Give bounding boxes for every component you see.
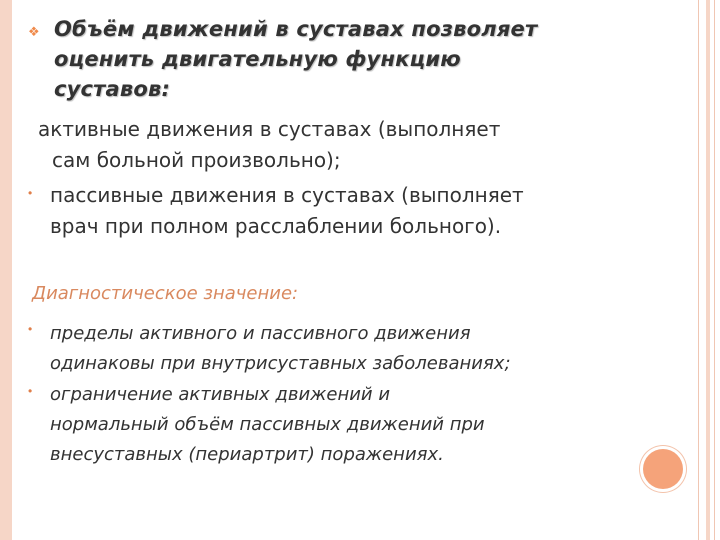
item3-line-1: пределы активного и пассивного движения — [50, 323, 471, 344]
right-decorative-lines — [692, 0, 720, 540]
heading-line-2: оценить двигательную функцию — [54, 47, 461, 71]
left-decorative-border — [0, 0, 12, 540]
bullet-icon: • — [28, 186, 33, 200]
item4-line-2: нормальный объём пассивных движений при — [50, 414, 485, 435]
list-item-active-movements — [38, 114, 638, 176]
item1-line-2: сам больной произвольно); — [52, 148, 341, 172]
list-item-limited-active — [50, 380, 650, 470]
item2-line-1: пассивные движения в суставах (выполняет — [50, 183, 524, 207]
item4-line-1: ограничение активных движений и — [50, 384, 391, 405]
heading-line-3: суставов: — [54, 77, 171, 101]
arrow-bullet-icon: ❖ — [28, 24, 40, 39]
heading-line-1: Объём движений в суставах позволяет — [54, 17, 538, 41]
item3-line-2: одинаковы при внутрисуставных заболеваниях; — [50, 353, 511, 374]
bullet-icon: • — [28, 322, 33, 336]
bullet-icon: • — [28, 384, 33, 398]
item4-line-3: внесуставных (периартрит) поражениях. — [50, 444, 444, 465]
right-line-3 — [714, 0, 715, 540]
item2-line-2: врач при полном расслаблении больного). — [50, 214, 502, 238]
right-line-1 — [698, 0, 699, 540]
slide-heading — [54, 14, 614, 104]
list-item-limits-equal — [50, 319, 650, 379]
item1-line-1: активные движения в суставах (выполняет — [38, 117, 501, 141]
right-line-2 — [706, 0, 710, 540]
list-item-passive-movements — [50, 180, 650, 242]
diagnostic-heading: Диагностическое значение: — [32, 283, 299, 304]
